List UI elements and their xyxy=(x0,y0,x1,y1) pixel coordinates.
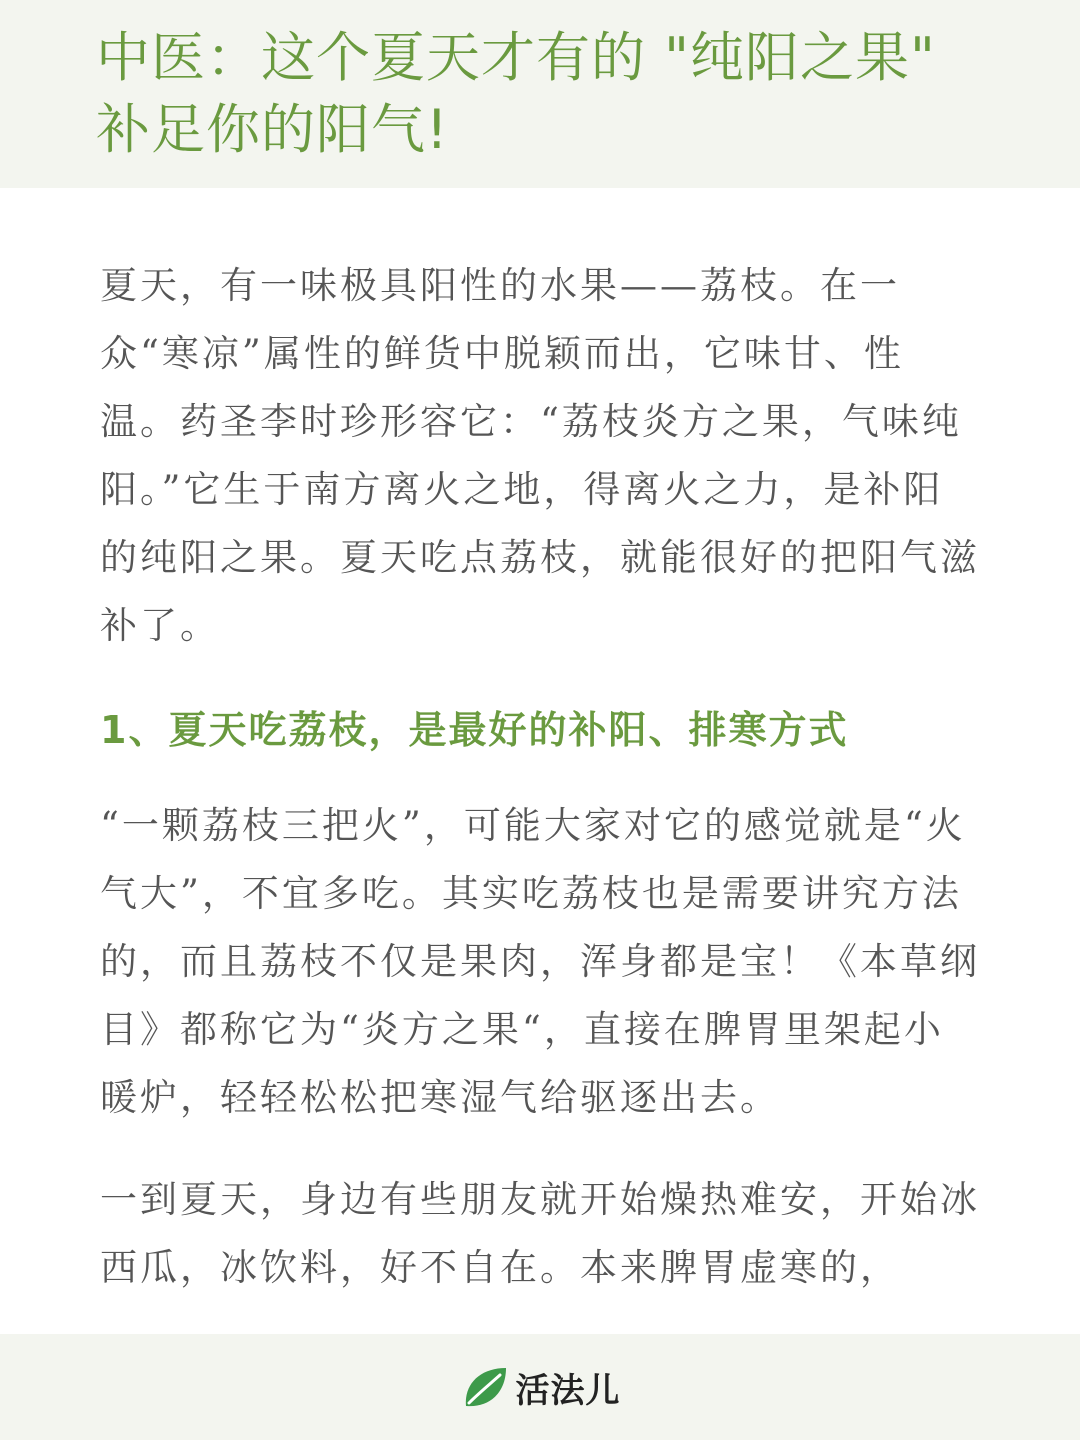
section-paragraph: “一颗荔枝三把火”，可能大家对它的感觉就是“火气大”，不宜多吃。其实吃荔枝也是需要讲究方法的，而且荔枝不仅是果肉，浑身都是宝！《本草纲目》都称它为“炎方之果“，直接在脾胃里架起小暖炉，轻轻松松把寒湿气给驱逐出去。 xyxy=(100,804,980,1119)
brand-logo-group[interactable] xyxy=(460,1362,621,1412)
article-body xyxy=(100,252,980,1302)
section-heading: 1、夏天吃荔枝，是最好的补阳、排寒方式 xyxy=(100,708,849,752)
article-title: 中医：这个夏天才有的 "纯阳之果" 补足你的阳气! xyxy=(96,26,936,161)
title-banner xyxy=(0,0,1080,188)
brand-name: 活法儿 xyxy=(515,1370,621,1411)
footer-bar xyxy=(0,1334,1080,1440)
section-paragraph: 一到夏天，身边有些朋友就开始燥热难安，开始冰西瓜，冰饮料，好不自在。本来脾胃虚寒的， xyxy=(100,1178,980,1289)
intro-paragraph: 夏天，有一味极具阳性的水果——荔枝。在一众“寒凉”属性的鲜货中脱颖而出，它味甘、性温。药圣李时珍形容它：“荔枝炎方之果，气味纯阳。”它生于南方离火之地，得离火之力，是补阳的纯阳之果。夏天吃点荔枝，就能很好的把阳气滋补了。 xyxy=(100,264,980,647)
leaf-icon xyxy=(460,1362,510,1412)
